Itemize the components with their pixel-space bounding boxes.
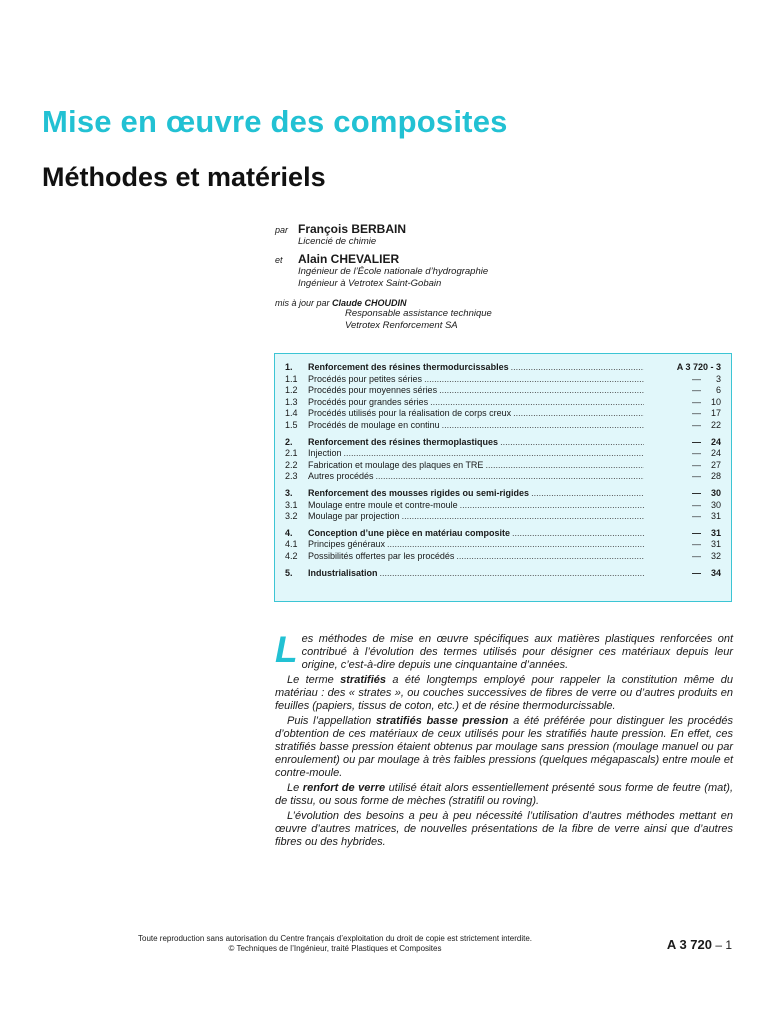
toc-entry — [285, 385, 721, 397]
toc-page: — 31 — [691, 539, 721, 550]
update-line — [275, 298, 735, 308]
author-affiliation: Ingénieur de l’École nationale d’hydrographie — [298, 266, 489, 277]
author-name: Alain CHEVALIER — [298, 252, 400, 266]
toc-number: 1.4 — [285, 408, 298, 419]
toc-label: Renforcement des résines thermoplastiques — [308, 436, 499, 447]
toc-label: Industrialisation — [308, 567, 378, 578]
toc-entry — [285, 374, 721, 386]
toc-page: — 17 — [691, 408, 721, 419]
toc-entry — [285, 511, 721, 523]
toc-number: 2.3 — [285, 471, 298, 482]
toc-section — [285, 437, 721, 449]
toc-number: 1.5 — [285, 419, 298, 430]
toc-section — [285, 528, 721, 540]
toc-entry — [285, 500, 721, 512]
toc-leader — [376, 471, 644, 483]
toc-leader — [485, 460, 644, 472]
toc-number: 5. — [285, 567, 293, 578]
toc-page: — 3 — [691, 373, 721, 384]
copyright-notice — [40, 934, 630, 954]
toc-label: Procédés utilisés pour la réalisation de corps creux — [308, 408, 512, 419]
toc-number: 4.1 — [285, 539, 298, 550]
author-affiliation: Ingénieur à Vetrotex Saint-Gobain — [298, 278, 442, 289]
toc-label: Renforcement des résines thermodurcissables — [308, 362, 509, 372]
article-body — [275, 629, 734, 851]
toc-page: — 22 — [691, 419, 721, 430]
toc-number: 1.3 — [285, 396, 298, 407]
toc-entry — [285, 539, 721, 551]
toc-leader — [424, 374, 644, 386]
toc-entry — [285, 408, 721, 420]
author-name: François BERBAIN — [298, 222, 407, 236]
updater-name: Claude CHOUDIN — [332, 298, 407, 308]
toc-page: — 6 — [691, 385, 721, 396]
toc-number: 2. — [285, 436, 293, 447]
paragraph: Les méthodes de mise en œuvre spécifiques aux matières plastiques renforcées ont contribué à l’évolution des termes utilisés pour désigner ces matériaux depuis leur origine, c’est-à-dire depuis une cinquantaine d’années. — [275, 629, 733, 671]
updater-affiliation: Vetrotex Renforcement SA — [345, 320, 458, 331]
toc-page: — 30 — [691, 499, 721, 510]
toc-number: 3.1 — [285, 499, 298, 510]
drop-cap: L — [275, 629, 298, 670]
toc-label: Procédés de moulage en continu — [308, 419, 440, 430]
page-reference — [667, 937, 732, 952]
toc-leader — [387, 539, 644, 551]
toc-label: Autres procédés — [308, 471, 374, 482]
paragraph: Le terme stratifiés a été longtemps employé pour rappeler la constitution même du matériau : des « strates », ou couches successives de fibres de verre ou d’autres produits en feuilles (papiers, tissus de coton, etc.) et de résine thermodurcissable. — [275, 674, 733, 712]
toc-entry — [285, 551, 721, 563]
toc-number: 4.2 — [285, 550, 298, 561]
author-prefix: et — [275, 255, 283, 265]
toc-leader — [511, 362, 644, 374]
toc-leader — [512, 528, 644, 540]
toc-page: — 24 — [691, 448, 721, 459]
toc-page: — 31 — [691, 511, 721, 522]
term-emphasis: stratifiés — [340, 674, 386, 686]
toc-leader — [430, 397, 644, 409]
paragraph: Puis l’appellation stratifiés basse pression a été préférée pour distinguer les procédés d’obtention de ces matériaux de ceux utilisés pour les stratifiés haute pression. En effet, ces stratifiés basse pression étaient obtenus par moulage sans pression (moulage manuel ou par enroulement) ou par moulage à très faibles pressions (quelques mégapascals) entre moule et contre-moule. — [275, 715, 733, 779]
toc-page: — 31 — [691, 527, 721, 538]
toc-leader — [500, 437, 644, 449]
author-block — [275, 222, 735, 332]
toc-page: — 10 — [691, 396, 721, 407]
toc-entry — [285, 420, 721, 432]
toc-section — [285, 568, 721, 580]
toc-entry — [285, 460, 721, 472]
toc-label: Fabrication et moulage des plaques en TRE — [308, 459, 484, 470]
toc-number: 2.1 — [285, 448, 298, 459]
term-emphasis: renfort de verre — [302, 782, 386, 794]
toc-label: Renforcement des mousses rigides ou semi-rigides — [308, 487, 530, 498]
toc-leader — [402, 511, 644, 523]
toc-entry — [285, 448, 721, 460]
toc-label: Injection — [308, 448, 342, 459]
toc-label: Possibilités offertes par les procédés — [308, 550, 455, 561]
toc-label: Procédés pour moyennes séries — [308, 385, 438, 396]
toc-number: 4. — [285, 527, 293, 538]
page-title: Mise en œuvre des composites — [42, 104, 508, 139]
toc-page: — 30 — [691, 487, 721, 498]
author-affiliation: Licencié de chimie — [298, 236, 377, 247]
toc-leader — [531, 488, 644, 500]
updater-affiliation: Responsable assistance technique — [345, 308, 492, 319]
page-number: – 1 — [711, 938, 732, 952]
toc-page: — 28 — [691, 471, 721, 482]
toc-entry — [285, 471, 721, 483]
toc-number: 1.1 — [285, 373, 298, 384]
toc-label: Procédés pour grandes séries — [308, 396, 429, 407]
paragraph: Le renfort de verre utilisé était alors essentiellement présenté sous forme de feutre (mat), de tissu, ou sous forme de mèches (stratifil ou roving). — [275, 782, 734, 807]
toc-leader — [442, 420, 644, 432]
author-1 — [275, 222, 735, 236]
toc-entry — [285, 397, 721, 409]
toc-label: Principes généraux — [308, 539, 386, 550]
toc-number: 1.2 — [285, 385, 298, 396]
toc-leader — [513, 408, 644, 420]
toc-label: Procédés pour petites séries — [308, 373, 423, 384]
update-prefix: mis à jour par — [275, 298, 330, 308]
toc-leader — [456, 551, 644, 563]
toc-page: — 34 — [691, 567, 721, 578]
paragraph: L’évolution des besoins a peu à peu nécessité l’utilisation d’autres méthodes mettant en œuvre d’autres matrices, de nouvelles présentations de la fibre de verre ainsi que d’autres fibres ou des hybrides. — [275, 810, 733, 848]
toc-page: — 32 — [691, 550, 721, 561]
toc-page: A 3 720 - 3 — [676, 362, 721, 372]
author-prefix: par — [275, 225, 289, 235]
toc-number: 2.2 — [285, 459, 298, 470]
copyright-line: Toute reproduction sans autorisation du Centre français d’exploitation du droit de copie est strictement interdite. — [138, 934, 532, 943]
toc-label: Conception d’une pièce en matériau composite — [308, 527, 511, 538]
toc-leader — [344, 448, 644, 460]
toc-leader — [380, 568, 644, 580]
toc-number: 3.2 — [285, 511, 298, 522]
author-2 — [275, 252, 735, 266]
toc-leader — [439, 385, 644, 397]
copyright-line: © Techniques de l’Ingénieur, traité Plastiques et Composites — [228, 944, 442, 953]
toc-section — [285, 488, 721, 500]
document-ref: A 3 720 — [666, 937, 712, 952]
toc-number: 3. — [285, 487, 293, 498]
toc-label: Moulage par projection — [308, 511, 400, 522]
term-emphasis: stratifiés basse pression — [375, 715, 509, 727]
table-of-contents — [274, 353, 732, 602]
page-subtitle: Méthodes et matériels — [42, 162, 326, 192]
toc-leader — [460, 500, 644, 512]
toc-label: Moulage entre moule et contre-moule — [308, 499, 458, 510]
toc-section — [285, 362, 721, 374]
toc-number: 1. — [285, 362, 293, 372]
toc-page: — 24 — [691, 436, 721, 447]
toc-page: — 27 — [691, 459, 721, 470]
